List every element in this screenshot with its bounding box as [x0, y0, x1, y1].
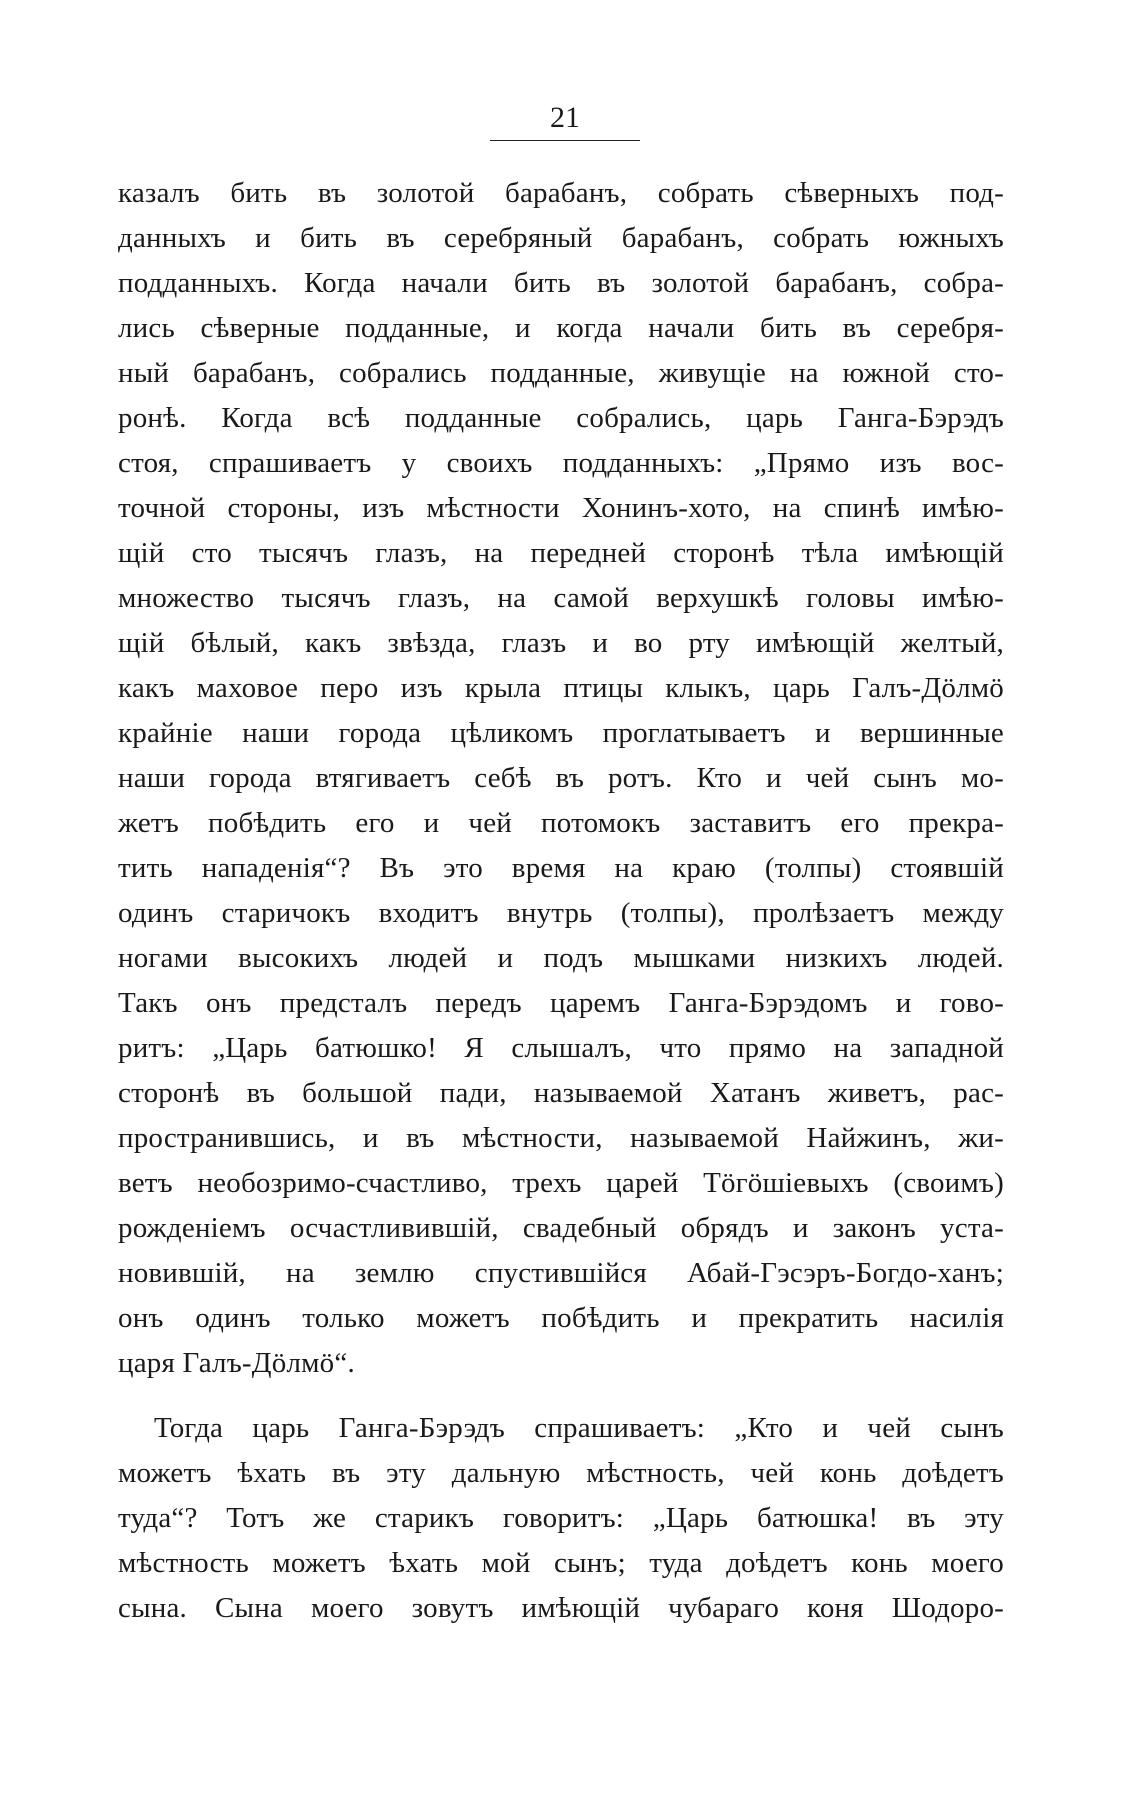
text-line: онъ одинъ только можетъ побѣдить и прекратить насилія — [118, 1302, 1004, 1334]
text-line: ный барабанъ, собрались подданные, живущіе на южной сто- — [118, 357, 1004, 389]
text-line: казалъ бить въ золотой барабанъ, собрать сѣверныхъ под- — [118, 177, 1004, 209]
text-line: стоя, спрашиваетъ у своихъ подданныхъ: „Прямо изъ вос- — [118, 447, 1004, 479]
text-line: сына. Сына моего зовутъ имѣющій чубараго коня Шодоро- — [118, 1592, 1004, 1624]
text-line: щій бѣлый, какъ звѣзда, глазъ и во рту имѣющій желтый, — [118, 627, 1004, 659]
text-line: пространившись, и въ мѣстности, называемой Найжинъ, жи- — [118, 1122, 1004, 1154]
body-text — [118, 171, 1004, 1631]
text-line: мѣстность можетъ ѣхать мой сынъ; туда доѣдетъ конь моего — [118, 1547, 1004, 1579]
text-line: рожденіемъ осчастливившій, свадебный обрядъ и законъ уста- — [118, 1212, 1004, 1244]
text-line: данныхъ и бить въ серебряный барабанъ, собрать южныхъ — [118, 222, 1004, 254]
text-line: ритъ: „Царь батюшко! Я слышалъ, что прямо на западной — [118, 1032, 1004, 1064]
text-line: можетъ ѣхать въ эту дальную мѣстность, чей конь доѣдетъ — [118, 1457, 1004, 1489]
text-line: жетъ побѣдить его и чей потомокъ заставитъ его прекра- — [118, 807, 1004, 839]
text-line: новившій, на землю спустившійся Абай-Гэсэръ-Богдо-ханъ; — [118, 1257, 1004, 1289]
text-line: Такъ онъ предсталъ передъ царемъ Ганга-Бэрэдомъ и гово- — [118, 987, 1004, 1019]
text-line: ногами высокихъ людей и подъ мышками низкихъ людей. — [118, 942, 1004, 974]
paragraph-1 — [118, 171, 1004, 1386]
text-line: ветъ необозримо-счастливо, трехъ царей Тöгöшіевыхъ (своимъ) — [118, 1167, 1004, 1199]
text-line: Тогда царь Ганга-Бэрэдъ спрашиваетъ: „Кто и чей сынъ — [154, 1412, 1004, 1444]
text-line: лись сѣверные подданные, и когда начали бить въ серебря- — [118, 312, 1004, 344]
text-line: наши города втягиваетъ себѣ въ ротъ. Кто и чей сынъ мо- — [118, 762, 1004, 794]
text-line: тить нападенія“? Въ это время на краю (толпы) стоявшій — [118, 852, 1004, 884]
page-number: 21 — [490, 100, 640, 141]
text-line: сторонѣ въ большой пади, называемой Хатанъ живетъ, рас- — [118, 1077, 1004, 1109]
text-line: ронѣ. Когда всѣ подданные собрались, царь Ганга-Бэрэдъ — [118, 402, 1004, 434]
text-line: крайніе наши города цѣликомъ проглатываетъ и вершинные — [118, 717, 1004, 749]
text-line: множество тысячъ глазъ, на самой верхушкѣ головы имѣю- — [118, 582, 1004, 614]
text-line: какъ маховое перо изъ крыла птицы клыкъ, царь Галъ-Дöлмö — [118, 672, 1004, 704]
text-line: подданныхъ. Когда начали бить въ золотой барабанъ, собра- — [118, 267, 1004, 299]
text-line: туда“? Тотъ же старикъ говоритъ: „Царь батюшка! въ эту — [118, 1502, 1004, 1534]
paragraph-2 — [118, 1406, 1004, 1631]
text-line: одинъ старичокъ входитъ внутрь (толпы), пролѣзаетъ между — [118, 897, 1004, 929]
text-line: щій сто тысячъ глазъ, на передней сторонѣ тѣла имѣющій — [118, 537, 1004, 569]
text-line: царя Галъ-Дöлмö“. — [118, 1347, 355, 1379]
paragraph-gap — [118, 1386, 1004, 1406]
text-line: точной стороны, изъ мѣстности Хонинъ-хото, на спинѣ имѣю- — [118, 492, 1004, 524]
